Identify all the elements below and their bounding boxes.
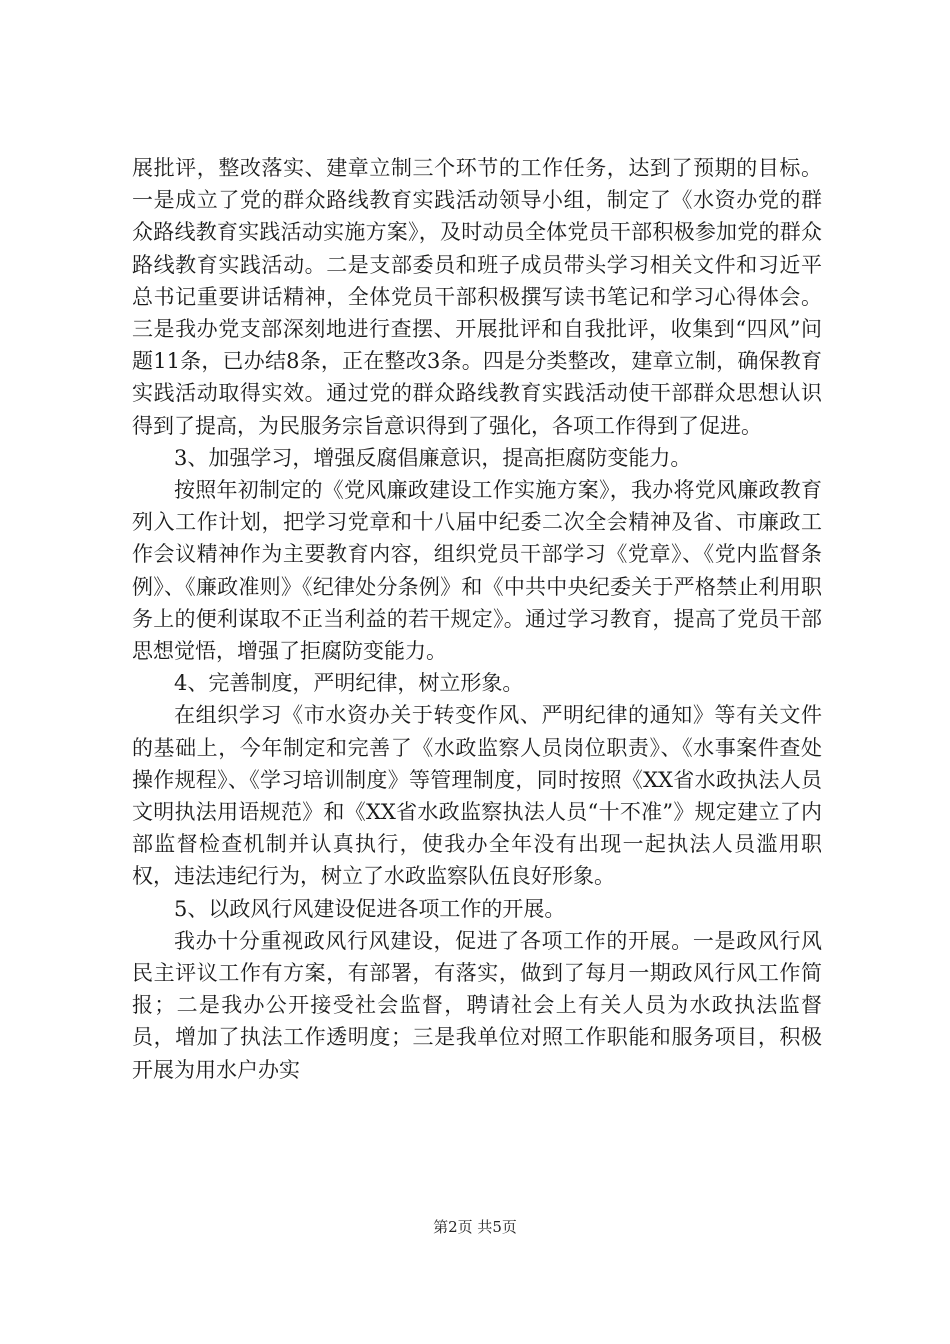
section-heading-3: 3、加强学习，增强反腐倡廉意识，提高拒腐防变能力。 [174, 445, 692, 470]
paragraph-section-5: 我办十分重视政风行风建设，促进了各项工作的开展。一是政风行风民主评议工作有方案，有部署，有落实，做到了每月一期政风行风工作简报；二是我办公开接受社会监督，聘请社会上有关人员为水政执法监督员，增加了执法工作透明度；三是我单位对照工作职能和服务项目，积极开展为用水户办实 [132, 928, 822, 1082]
section-heading-4: 4、完善制度，严明纪律，树立形象。 [174, 671, 524, 696]
paragraph-section-3: 按照年初制定的《党风廉政建设工作实施方案》，我办将党风廉政教育列入工作计划，把学习党章和十八届中纪委二次全会精神及省、市廉政工作会议精神作为主要教育内容，组织党员干部学习《党章》、《党内监督条例》、《廉政准则》《纪律处分条例》和《中共中央纪委关于严格禁止利用职务上的便利谋取不正当利益的若干规定》。通过学习教育，提高了党员干部思想觉悟，增强了拒腐防变能力。 [132, 478, 822, 664]
document-body [132, 152, 822, 1086]
paragraph-section-4: 在组织学习《市水资办关于转变作风、严明纪律的通知》等有关文件的基础上，今年制定和完善了《水政监察人员岗位职责》、《水事案件查处操作规程》、《学习培训制度》等管理制度，同时按照《XX省水政执法人员文明执法用语规范》和《XX省水政监察执法人员“十不准”》规定建立了内部监督检查机制并认真执行，使我办全年没有出现一起执法人员滥用职权，违法违纪行为，树立了水政监察队伍良好形象。 [132, 703, 822, 889]
section-heading-5: 5、以政风行风建设促进各项工作的开展。 [174, 896, 566, 921]
page-number-footer: 第2页 共5页 [433, 1218, 517, 1236]
paragraph-intro: 展批评，整改落实、建章立制三个环节的工作任务，达到了预期的目标。一是成立了党的群众路线教育实践活动领导小组，制定了《水资办党的群众路线教育实践活动实施方案》，及时动员全体党员干部积极参加党的群众路线教育实践活动。二是支部委员和班子成员带头学习相关文件和习近平总书记重要讲话精神，全体党员干部积极撰写读书笔记和学习心得体会。三是我办党支部深刻地进行查摆、开展批评和自我批评，收集到“四风”问题11条，已办结8条，正在整改3条。四是分类整改，建章立制，确保教育实践活动取得实效。通过党的群众路线教育实践活动使干部群众思想认识得到了提高，为民服务宗旨意识得到了强化，各项工作得到了促进。 [132, 156, 822, 438]
